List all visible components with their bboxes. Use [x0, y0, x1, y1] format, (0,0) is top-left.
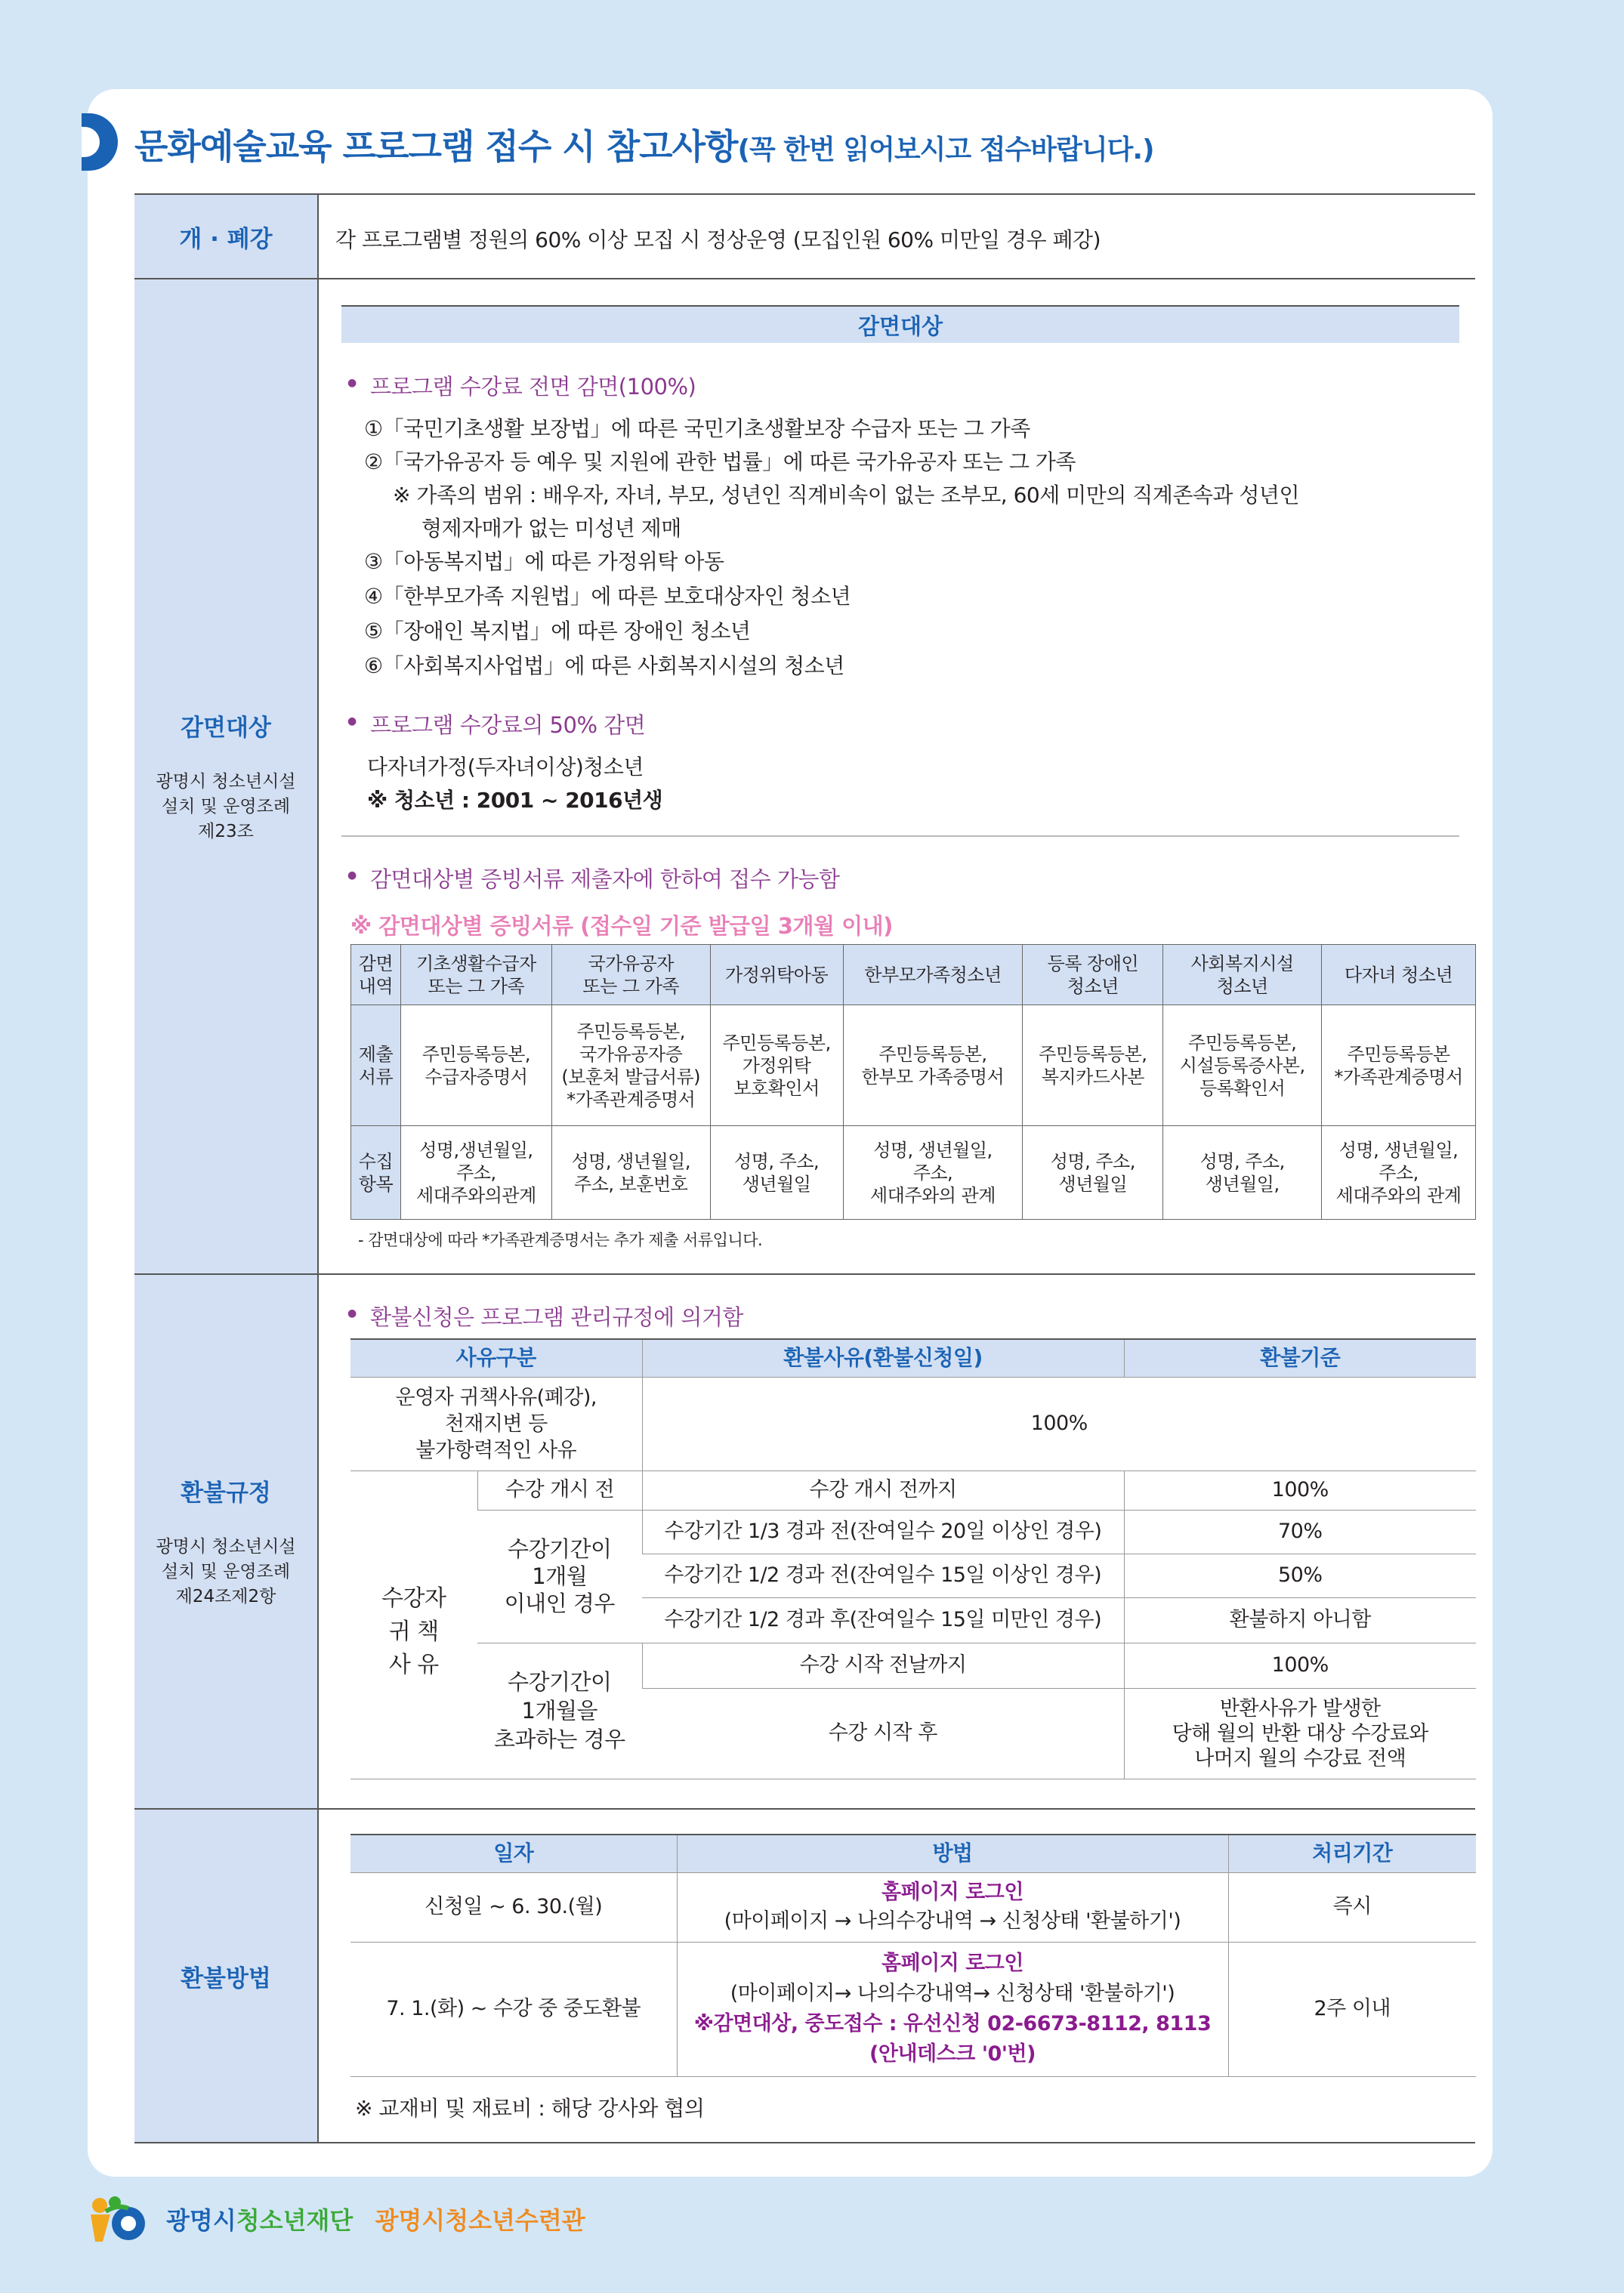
- table-header: 환불기준: [1124, 1339, 1476, 1377]
- table-cell: 성명,생년월일, 주소, 세대주와의관계: [400, 1126, 551, 1220]
- table-header: 등록 장애인 청소년: [1023, 945, 1163, 1005]
- documents-table: [350, 944, 1476, 1220]
- table-cell: 2주 이내: [1228, 1942, 1476, 2076]
- table-cell: 주민등록등본 *가족관계증명서: [1322, 1005, 1476, 1126]
- table-cell: [677, 1872, 1228, 1942]
- table-cell: 성명, 생년월일, 주소, 세대주와의 관계: [1322, 1126, 1476, 1220]
- table-cell: 수강기간이 1개월을 초과하는 경우: [477, 1643, 642, 1779]
- table-cell: 주민등록등본, 복지카드사본: [1023, 1005, 1163, 1126]
- discount-item: ④「한부모가족 지원법」에 따른 보호대상자인 청소년: [364, 584, 851, 609]
- table-row: [350, 1942, 1476, 2076]
- phone-application: ※감면대상, 중도접수 : 유선신청 02-6673-8112, 8113: [693, 2012, 1212, 2035]
- row-label: 제출 서류: [351, 1005, 401, 1126]
- discount-note: 형제자매가 없는 미성년 제매: [421, 516, 681, 541]
- table-header: 국가유공자 또는 그 가족: [551, 945, 710, 1005]
- half-discount-target: 다자녀가정(두자녀이상)청소년: [367, 755, 644, 779]
- section-label: 환불규정 광명시 청소년시설 설치 및 운영조례 제24조제2항: [134, 1275, 319, 1808]
- table-header: 일자: [350, 1835, 677, 1872]
- table-cell: 수강 시작 후: [642, 1688, 1124, 1779]
- discount-item: ①「국민기초생활 보장법」에 따른 국민기초생활보장 수급자 또는 그 가족: [364, 416, 1030, 441]
- table-header: 환불사유(환불신청일): [642, 1339, 1124, 1377]
- table-row: [350, 1510, 1476, 1554]
- table-cell: 100%: [1124, 1643, 1476, 1688]
- table-cell: 100%: [642, 1377, 1476, 1471]
- table-cell: 주민등록등본, 국가유공자증 (보훈처 발급서류) *가족관계증명서: [551, 1005, 710, 1126]
- section-refund-method: [134, 1810, 1475, 2143]
- table-cell: 주민등록등본, 가정위탁 보호확인서: [710, 1005, 843, 1126]
- table-cell: 수강 개시 전까지: [642, 1471, 1124, 1510]
- method-path: (마이페이지→ 나의수강내역→ 신청상태 '환불하기'): [730, 1982, 1175, 2005]
- group-label: 수강자 귀 책 사 유: [350, 1471, 477, 1779]
- table-cell: 주민등록등본, 한부모 가족증명서: [843, 1005, 1023, 1126]
- section-label: 개 · 폐강: [134, 195, 319, 278]
- table-header: 기초생활수급자 또는 그 가족: [400, 945, 551, 1005]
- table-cell: 100%: [1124, 1471, 1476, 1510]
- discount-item: ③「아동복지법」에 따른 가정위탁 아동: [364, 549, 724, 574]
- section-label: 감면대상 광명시 청소년시설 설치 및 운영조례 제23조: [134, 279, 319, 1273]
- table-cell: 70%: [1124, 1510, 1476, 1554]
- open-close-text: 각 프로그램별 정원의 60% 이상 모집 시 정상운영 (모집인원 60% 미만일 경우 폐강): [335, 227, 1101, 252]
- footer-logo: [85, 2195, 585, 2243]
- discount-header: 감면대상: [341, 305, 1459, 343]
- row-label: 수집 항목: [351, 1126, 401, 1220]
- table-header: 다자녀 청소년: [1322, 945, 1476, 1005]
- documents-note: ※ 감면대상별 증빙서류 (접수일 기준 발급일 3개월 이내): [350, 913, 893, 939]
- info-desk: (안내데스크 '0'번): [869, 2042, 1036, 2066]
- table-cell: 신청일 ~ 6. 30.(월): [350, 1872, 677, 1942]
- table-row: [350, 1643, 1476, 1688]
- table-cell: 성명, 주소, 생년월일: [1023, 1126, 1163, 1220]
- table-cell: 수강 개시 전: [477, 1471, 642, 1510]
- table-header: 방법: [677, 1835, 1228, 1872]
- section-label: 환불방법: [134, 1810, 319, 2142]
- section-open-close: [134, 193, 1475, 279]
- section-refund-rules: [134, 1275, 1475, 1810]
- table-header: 감면 내역: [351, 945, 401, 1005]
- table-cell: 성명, 주소, 생년월일,: [1163, 1126, 1322, 1220]
- table-header: 처리기간: [1228, 1835, 1476, 1872]
- refund-rules-table: [350, 1338, 1476, 1779]
- bullet-full-discount: ● 프로그램 수강료 전면 감면(100%): [370, 370, 696, 401]
- table-cell: 성명, 생년월일, 주소, 보훈번호: [551, 1126, 710, 1220]
- table-cell: 7. 1.(화) ~ 수강 중 중도환불: [350, 1942, 677, 2076]
- documents-footnote: - 감면대상에 따라 *가족관계증명서는 추가 제출 서류입니다.: [358, 1231, 763, 1249]
- table-header: 사유구분: [350, 1339, 642, 1377]
- table-cell: 성명, 주소, 생년월일: [710, 1126, 843, 1220]
- table-row: [350, 1471, 1476, 1510]
- bullet-documents: ● 감면대상별 증빙서류 제출자에 한하여 접수 가능함: [370, 863, 839, 893]
- table-cell: 50%: [1124, 1554, 1476, 1597]
- table-row: [351, 1126, 1476, 1220]
- youth-birth-range: ※ 청소년 : 2001 ~ 2016년생: [367, 788, 663, 813]
- foundation-logo-icon: [85, 2195, 154, 2243]
- bullet-refund-rule: ● 환불신청은 프로그램 관리규정에 의거함: [370, 1301, 743, 1332]
- refund-method-table: [350, 1834, 1476, 2077]
- table-header: 한부모가족청소년: [843, 945, 1023, 1005]
- table-cell: 즉시: [1228, 1872, 1476, 1942]
- table-row: [350, 1872, 1476, 1942]
- table-cell: 수강기간 1/2 경과 전(잔여일수 15일 이상인 경우): [642, 1554, 1124, 1597]
- discount-item: ②「국가유공자 등 예우 및 지원에 관한 법률」에 따른 국가유공자 또는 그 가족: [364, 449, 1076, 474]
- table-row: [350, 1377, 1476, 1471]
- discount-item: ⑤「장애인 복지법」에 따른 장애인 청소년: [364, 619, 751, 643]
- table-cell: 운영자 귀책사유(폐강), 천재지변 등 불가항력적인 사유: [350, 1377, 642, 1471]
- section-discount: [134, 279, 1475, 1275]
- table-cell: 주민등록등본, 수급자증명서: [400, 1005, 551, 1126]
- table-cell: 반환사유가 발생한 당해 월의 반환 대상 수강료와 나머지 월의 수강료 전액: [1124, 1688, 1476, 1779]
- table-cell: 수강기간 1/2 경과 후(잔여일수 15일 미만인 경우): [642, 1597, 1124, 1643]
- footer-org-names: 광명시청소년재단 광명시청소년수련관: [166, 2206, 585, 2235]
- table-header: 사회복지시설 청소년: [1163, 945, 1322, 1005]
- divider: [341, 835, 1459, 837]
- table-cell: 성명, 생년월일, 주소, 세대주와의 관계: [843, 1126, 1023, 1220]
- table-cell: 수강기간이 1개월 이내인 경우: [477, 1510, 642, 1643]
- material-fee-note: ※ 교재비 및 재료비 : 해당 강사와 협의: [355, 2096, 705, 2121]
- table-cell: [677, 1942, 1228, 2076]
- discount-note: ※ 가족의 범위 : 배우자, 자녀, 부모, 성년인 직계비속이 없는 조부모, 60세 미만의 직계존속과 성년인: [393, 483, 1300, 508]
- page-title: 문화예술교육 프로그램 접수 시 참고사항(꼭 한번 읽어보시고 접수바랍니다.): [134, 126, 1154, 167]
- table-cell: 주민등록등본, 시설등록증사본, 등록확인서: [1163, 1005, 1322, 1126]
- homepage-login: 홈페이지 로그인: [881, 1881, 1023, 1904]
- table-cell: 수강기간 1/3 경과 전(잔여일수 20일 이상인 경우): [642, 1510, 1124, 1554]
- table-row: [351, 1005, 1476, 1126]
- bullet-half-discount: ● 프로그램 수강료의 50% 감면: [370, 708, 645, 739]
- homepage-login: 홈페이지 로그인: [881, 1952, 1023, 1975]
- method-path: (마이페이지 → 나의수강내역 → 신청상태 '환불하기'): [724, 1909, 1181, 1933]
- discount-item: ⑥「사회복지사업법」에 따른 사회복지시설의 청소년: [364, 653, 844, 678]
- table-cell: 환불하지 아니함: [1124, 1597, 1476, 1643]
- table-header: 가정위탁아동: [710, 945, 843, 1005]
- table-cell: 수강 시작 전날까지: [642, 1643, 1124, 1688]
